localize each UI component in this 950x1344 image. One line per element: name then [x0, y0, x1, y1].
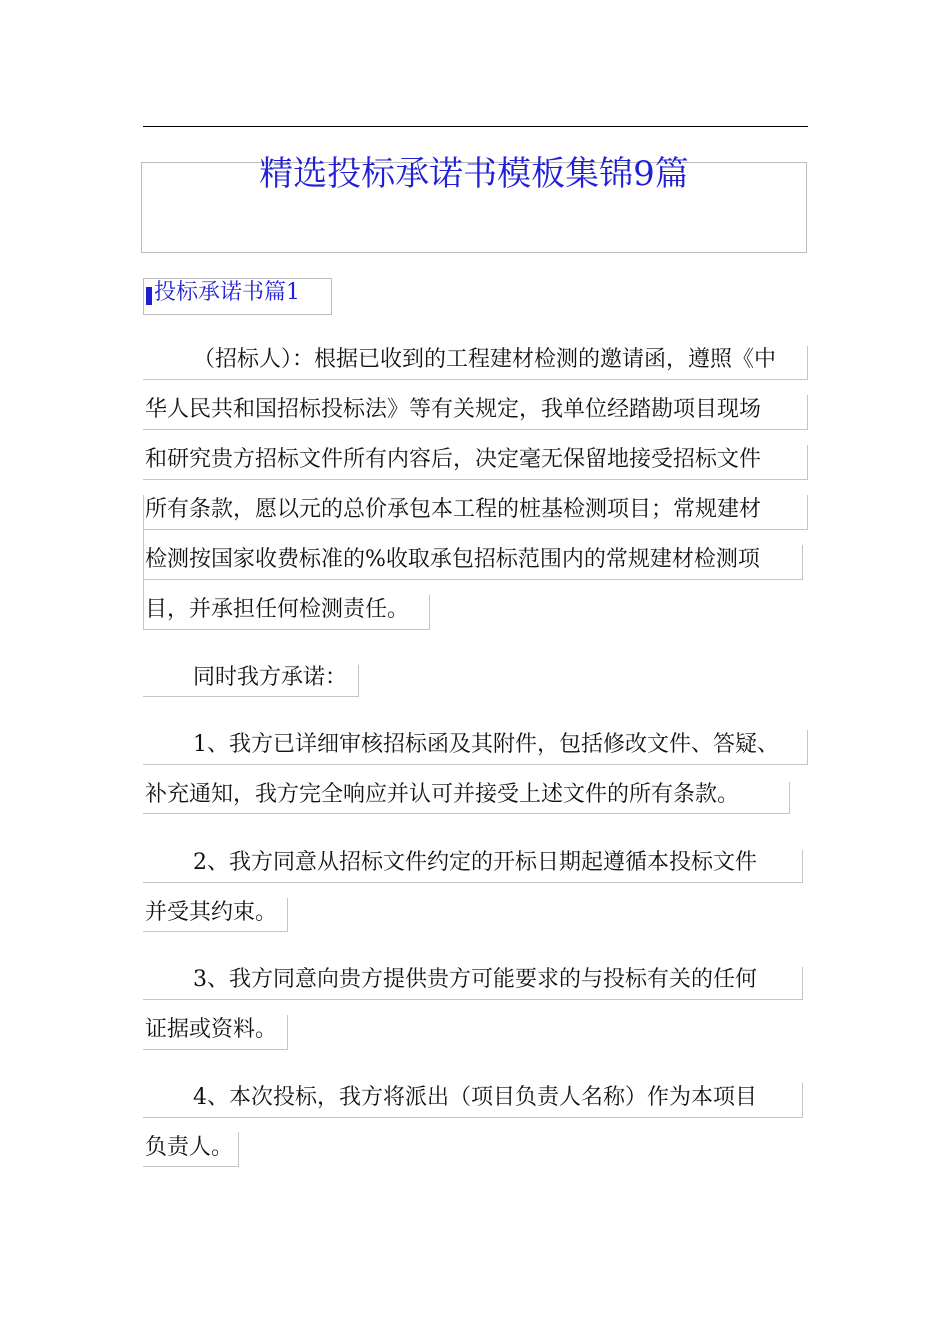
section-heading: 投标承诺书篇1: [154, 280, 300, 305]
item-1-line-1: 1、我方已详细审核招标函及其附件，包括修改文件、答疑、: [193, 732, 779, 757]
item-2-line-1: 2、我方同意从招标文件约定的开标日期起遵循本投标文件: [193, 850, 757, 875]
item-3-line-2: 证据或资料。: [145, 1017, 278, 1042]
item-3-line-1: 3、我方同意向贵方提供贵方可能要求的与投标有关的任何: [193, 967, 757, 992]
item-4-line-2: 负责人。: [145, 1135, 234, 1160]
intro-line: 目，并承担任何检测责任。: [145, 597, 410, 622]
line-frame-edge: [143, 495, 144, 630]
top-rule: [143, 126, 808, 127]
heading-marker: [146, 287, 152, 305]
intro-line: 和研究贵方招标文件所有内容后，决定毫无保留地接受招标文件: [145, 447, 762, 472]
intro-line: 所有条款，愿以元的总价承包本工程的桩基检测项目；常规建材: [145, 497, 762, 522]
intro-line: （招标人）：根据已收到的工程建材检测的邀请函，遵照《中: [193, 347, 777, 372]
item-2-line-2: 并受其约束。: [145, 900, 278, 925]
intro-line: 华人民共和国招标投标法》等有关规定，我单位经踏勘项目现场: [145, 397, 762, 422]
item-4-line-1: 4、本次投标，我方将派出（项目负责人名称）作为本项目: [193, 1085, 757, 1110]
item-1-line-2: 补充通知，我方完全响应并认可并接受上述文件的所有条款。: [145, 782, 740, 807]
page-title: 精选投标承诺书模板集锦9篇: [259, 154, 689, 194]
commit-intro: 同时我方承诺：: [193, 665, 348, 690]
intro-line: 检测按国家收费标准的%收取承包招标范围内的常规建材检测项: [145, 547, 760, 572]
